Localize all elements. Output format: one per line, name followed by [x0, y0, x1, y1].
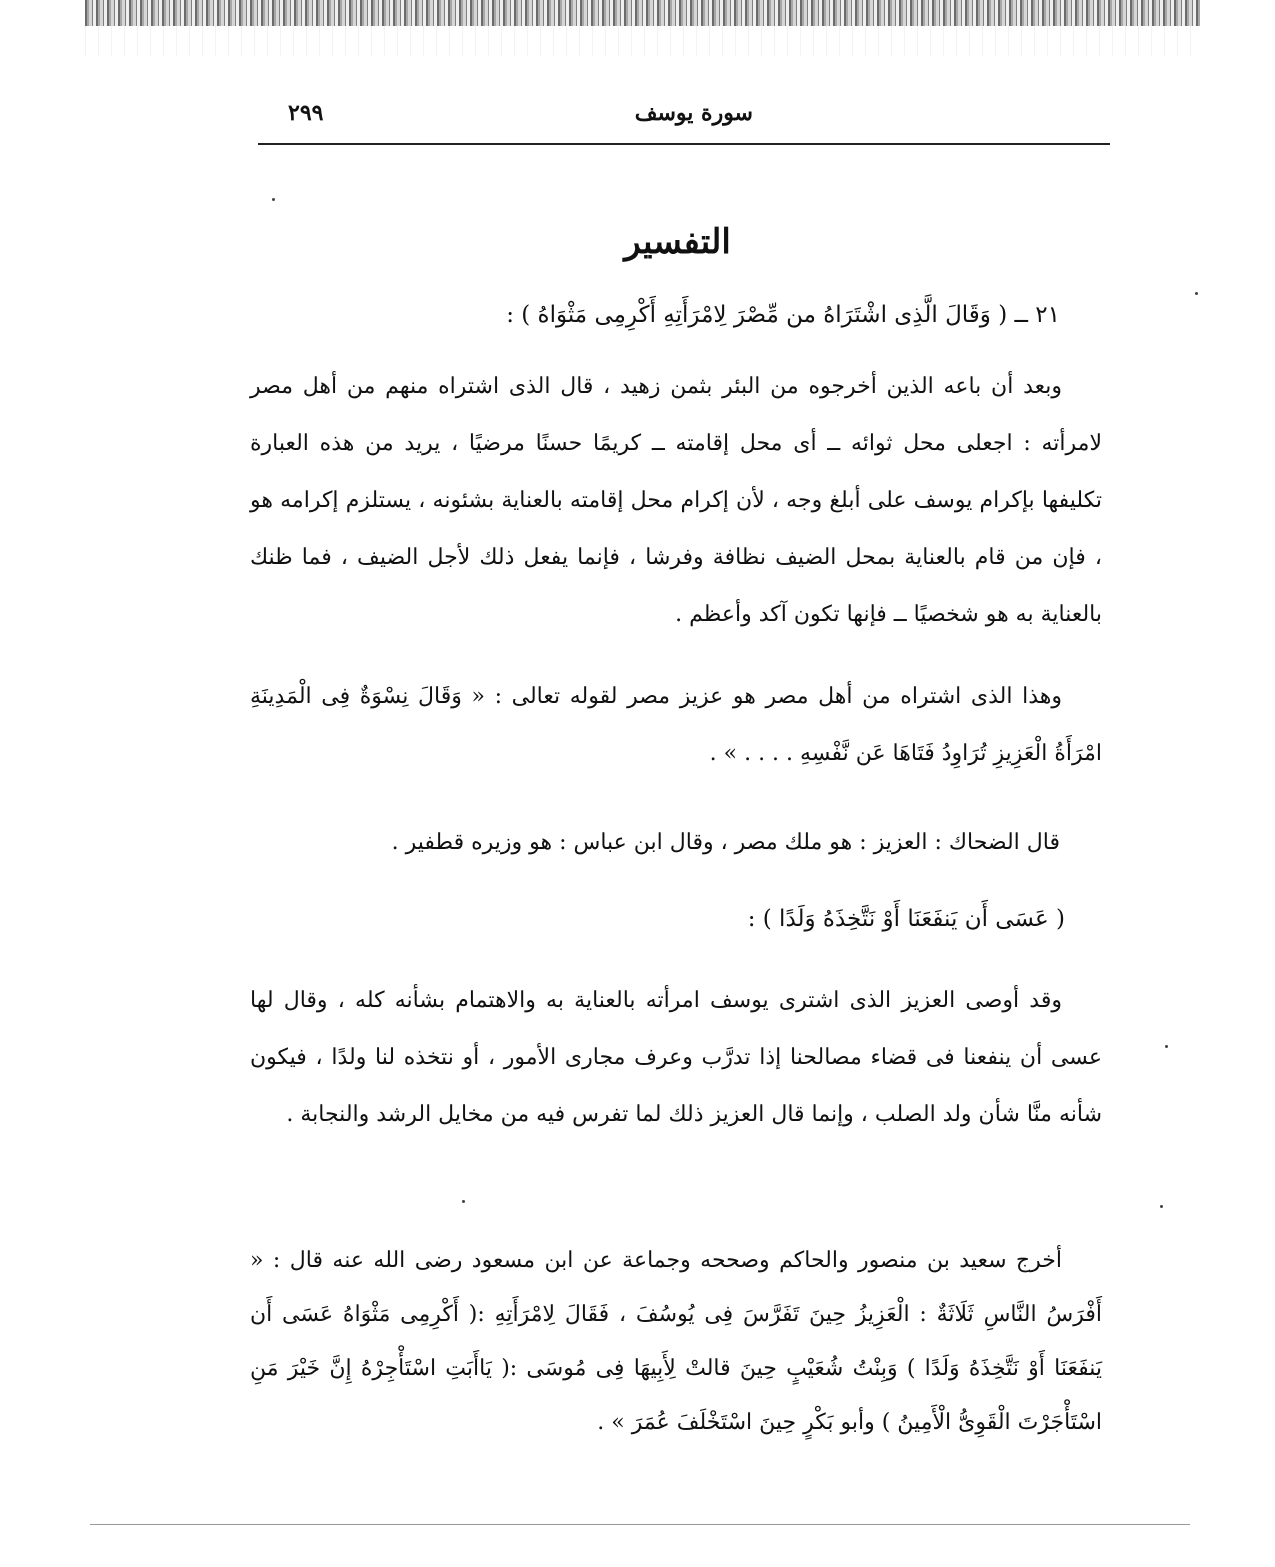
hadith-quote: أخرج سعيد بن منصور والحاكم وصححه وجماعة عن ابن مسعود رضى الله عنه قال : « أَفْرَسُ النَّاسِ ثَلَاثَةٌ : الْعَزِيزُ حِينَ تَفَرَّسَ فِى يُوسُفَ ، فَقَالَ لِامْرَأَتِهِ :( أَكْرِمِى مَثْوَاهُ عَسَى أَن يَنفَعَنَا أَوْ نَتَّخِذَهُ وَلَدًا ) وَبِنْتُ شُعَيْبٍ حِينَ قالتْ لِأَبِيهَا فِى مُوسَى :( يَاأَبَتِ اسْتَأْجِرْهُ إِنَّ خَيْرَ مَنِ اسْتَأْجَرْتَ الْقَوِىُّ الْأَمِينُ ) وأبو بَكْرٍ حِينَ اسْتَخْلَفَ عُمَرَ » .: [250, 1248, 1102, 1435]
paragraph-2: وهذا الذى اشتراه من أهل مصر هو عزيز مصر لقوله تعالى : « وَقَالَ نِسْوَةٌ فِى الْمَدِينَةِ امْرَأَةُ الْعَزِيزِ تُرَاوِدُ فَتَاهَا عَن نَّفْسِهِ . . . . » .: [250, 684, 1102, 766]
header-rule: [258, 143, 1110, 145]
page-number: ٢٩٩: [288, 100, 324, 126]
verse-21: ٢١ ــ ( وَقَالَ الَّذِى اشْتَرَاهُ من مِّصْرَ لِامْرَأَتِهِ أَكْرِمِى مَثْوَاهُ ) :: [506, 302, 1060, 328]
running-title: سورة يوسف: [634, 100, 753, 126]
scan-speck: [1195, 292, 1198, 295]
paragraph-3: قال الضحاك : العزيز : هو ملك مصر ، وقال ابن عباس : هو وزيره قطفير .: [391, 830, 1060, 855]
footer-rule: [90, 1524, 1190, 1525]
paragraph-1: وبعد أن باعه الذين أخرجوه من البئر بثمن زهيد ، قال الذى اشتراه منهم من أهل مصر لامرأته : اجعلى محل ثوائه ــ أى محل إقامته ــ كريمًا حسنًا مرضيًا ، يريد من هذه العبارة تكليفها بإكرام يوسف على أبلغ وجه ، لأن إكرام محل إقامته بالعناية بشئونه ، يستلزم إكرامه هو ، فإن من قام بالعناية بمحل الضيف نظافة وفرشا ، فإنما يفعل ذلك لأجل الضيف ، فما ظنك بالعناية به هو شخصيًا ــ فإنها تكون آكد وأعظم .: [250, 374, 1103, 627]
scan-noise-top: [85, 0, 1200, 26]
verse-2: ( عَسَى أَن يَنفَعَنَا أَوْ نَتَّخِذَهُ وَلَدًا ) :: [747, 906, 1065, 932]
scan-noise-top-faint: [85, 26, 1200, 56]
scan-speck: [272, 198, 275, 201]
scan-speck: [1165, 1045, 1168, 1048]
scan-speck: [462, 1200, 465, 1203]
scan-speck: [1160, 1205, 1163, 1208]
page-header: [258, 100, 1108, 140]
paragraph-4: وقد أوصى العزيز الذى اشترى يوسف امرأته بالعناية به والاهتمام بشأنه كله ، وقال لها عسى أن ينفعنا فى قضاء مصالحنا إذا تدرَّب وعرف مجارى الأمور ، أو نتخذه لنا ولدًا ، فيكون شأنه منَّا شأن ولد الصلب ، وإنما قال العزيز ذلك لما تفرس فيه من مخايل الرشد والنجابة .: [250, 988, 1102, 1127]
section-title: التفسير: [624, 222, 731, 262]
